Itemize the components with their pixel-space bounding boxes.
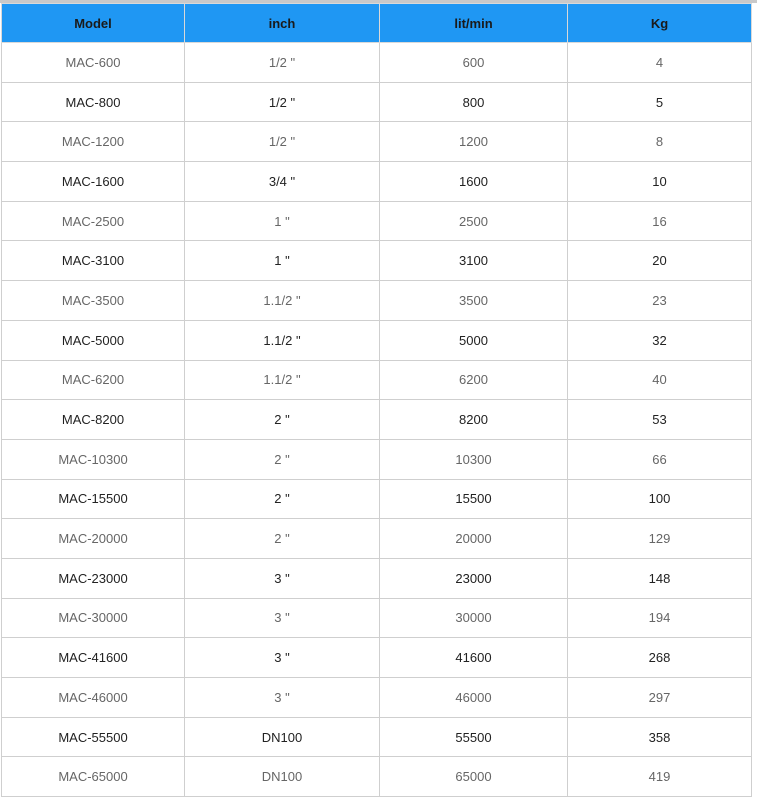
table-row	[2, 400, 752, 440]
cell-kg: 66	[568, 439, 752, 479]
cell-kg: 10	[568, 162, 752, 202]
cell-kg: 297	[568, 678, 752, 718]
cell-model: MAC-55500	[2, 717, 185, 757]
cell-model: MAC-1600	[2, 162, 185, 202]
cell-model: MAC-1200	[2, 122, 185, 162]
table-row	[2, 201, 752, 241]
cell-model: MAC-3100	[2, 241, 185, 281]
cell-lit-min: 5000	[380, 320, 568, 360]
header-kg: Kg	[568, 4, 752, 43]
table-row	[2, 241, 752, 281]
cell-lit-min: 600	[380, 43, 568, 83]
cell-model: MAC-600	[2, 43, 185, 83]
table-row	[2, 122, 752, 162]
cell-kg: 268	[568, 638, 752, 678]
cell-lit-min: 3500	[380, 281, 568, 321]
cell-lit-min: 1200	[380, 122, 568, 162]
cell-inch: DN100	[185, 757, 380, 797]
cell-lit-min: 2500	[380, 201, 568, 241]
header-row	[2, 4, 752, 43]
cell-model: MAC-10300	[2, 439, 185, 479]
cell-lit-min: 41600	[380, 638, 568, 678]
cell-lit-min: 3100	[380, 241, 568, 281]
cell-inch: 2 "	[185, 439, 380, 479]
cell-kg: 358	[568, 717, 752, 757]
cell-model: MAC-15500	[2, 479, 185, 519]
table-row	[2, 598, 752, 638]
cell-inch: 3 "	[185, 558, 380, 598]
cell-inch: 2 "	[185, 519, 380, 559]
cell-inch: 1/2 "	[185, 43, 380, 83]
cell-lit-min: 15500	[380, 479, 568, 519]
cell-inch: 3 "	[185, 678, 380, 718]
table-row	[2, 678, 752, 718]
table-row	[2, 320, 752, 360]
cell-inch: 3/4 "	[185, 162, 380, 202]
table-row	[2, 43, 752, 83]
cell-kg: 20	[568, 241, 752, 281]
table-row	[2, 82, 752, 122]
cell-model: MAC-41600	[2, 638, 185, 678]
cell-lit-min: 46000	[380, 678, 568, 718]
cell-model: MAC-46000	[2, 678, 185, 718]
cell-kg: 419	[568, 757, 752, 797]
cell-model: MAC-6200	[2, 360, 185, 400]
cell-inch: 1/2 "	[185, 122, 380, 162]
table-body	[2, 43, 752, 797]
cell-kg: 4	[568, 43, 752, 83]
cell-inch: 1 "	[185, 241, 380, 281]
cell-lit-min: 6200	[380, 360, 568, 400]
table-row	[2, 439, 752, 479]
header-lit-min: lit/min	[380, 4, 568, 43]
table-header	[2, 4, 752, 43]
cell-lit-min: 8200	[380, 400, 568, 440]
table-row	[2, 162, 752, 202]
table-row	[2, 360, 752, 400]
spec-table	[1, 3, 752, 797]
cell-inch: 1.1/2 "	[185, 320, 380, 360]
header-model: Model	[2, 4, 185, 43]
cell-model: MAC-800	[2, 82, 185, 122]
cell-inch: 1.1/2 "	[185, 281, 380, 321]
cell-inch: DN100	[185, 717, 380, 757]
cell-kg: 194	[568, 598, 752, 638]
cell-inch: 1 "	[185, 201, 380, 241]
table-row	[2, 479, 752, 519]
table-row	[2, 558, 752, 598]
cell-kg: 129	[568, 519, 752, 559]
cell-model: MAC-2500	[2, 201, 185, 241]
table-row	[2, 638, 752, 678]
cell-lit-min: 23000	[380, 558, 568, 598]
cell-kg: 8	[568, 122, 752, 162]
cell-model: MAC-30000	[2, 598, 185, 638]
cell-kg: 16	[568, 201, 752, 241]
cell-kg: 5	[568, 82, 752, 122]
cell-inch: 1/2 "	[185, 82, 380, 122]
cell-kg: 100	[568, 479, 752, 519]
cell-kg: 53	[568, 400, 752, 440]
cell-lit-min: 30000	[380, 598, 568, 638]
cell-kg: 148	[568, 558, 752, 598]
cell-model: MAC-8200	[2, 400, 185, 440]
cell-model: MAC-20000	[2, 519, 185, 559]
cell-lit-min: 55500	[380, 717, 568, 757]
cell-lit-min: 1600	[380, 162, 568, 202]
cell-lit-min: 800	[380, 82, 568, 122]
header-inch: inch	[185, 4, 380, 43]
table-row	[2, 281, 752, 321]
cell-inch: 3 "	[185, 638, 380, 678]
cell-lit-min: 10300	[380, 439, 568, 479]
cell-model: MAC-23000	[2, 558, 185, 598]
cell-inch: 1.1/2 "	[185, 360, 380, 400]
cell-model: MAC-5000	[2, 320, 185, 360]
table-row	[2, 519, 752, 559]
cell-inch: 3 "	[185, 598, 380, 638]
cell-inch: 2 "	[185, 479, 380, 519]
cell-model: MAC-65000	[2, 757, 185, 797]
cell-kg: 40	[568, 360, 752, 400]
cell-kg: 23	[568, 281, 752, 321]
table-row	[2, 757, 752, 797]
cell-lit-min: 65000	[380, 757, 568, 797]
cell-lit-min: 20000	[380, 519, 568, 559]
cell-kg: 32	[568, 320, 752, 360]
cell-inch: 2 "	[185, 400, 380, 440]
table-row	[2, 717, 752, 757]
cell-model: MAC-3500	[2, 281, 185, 321]
